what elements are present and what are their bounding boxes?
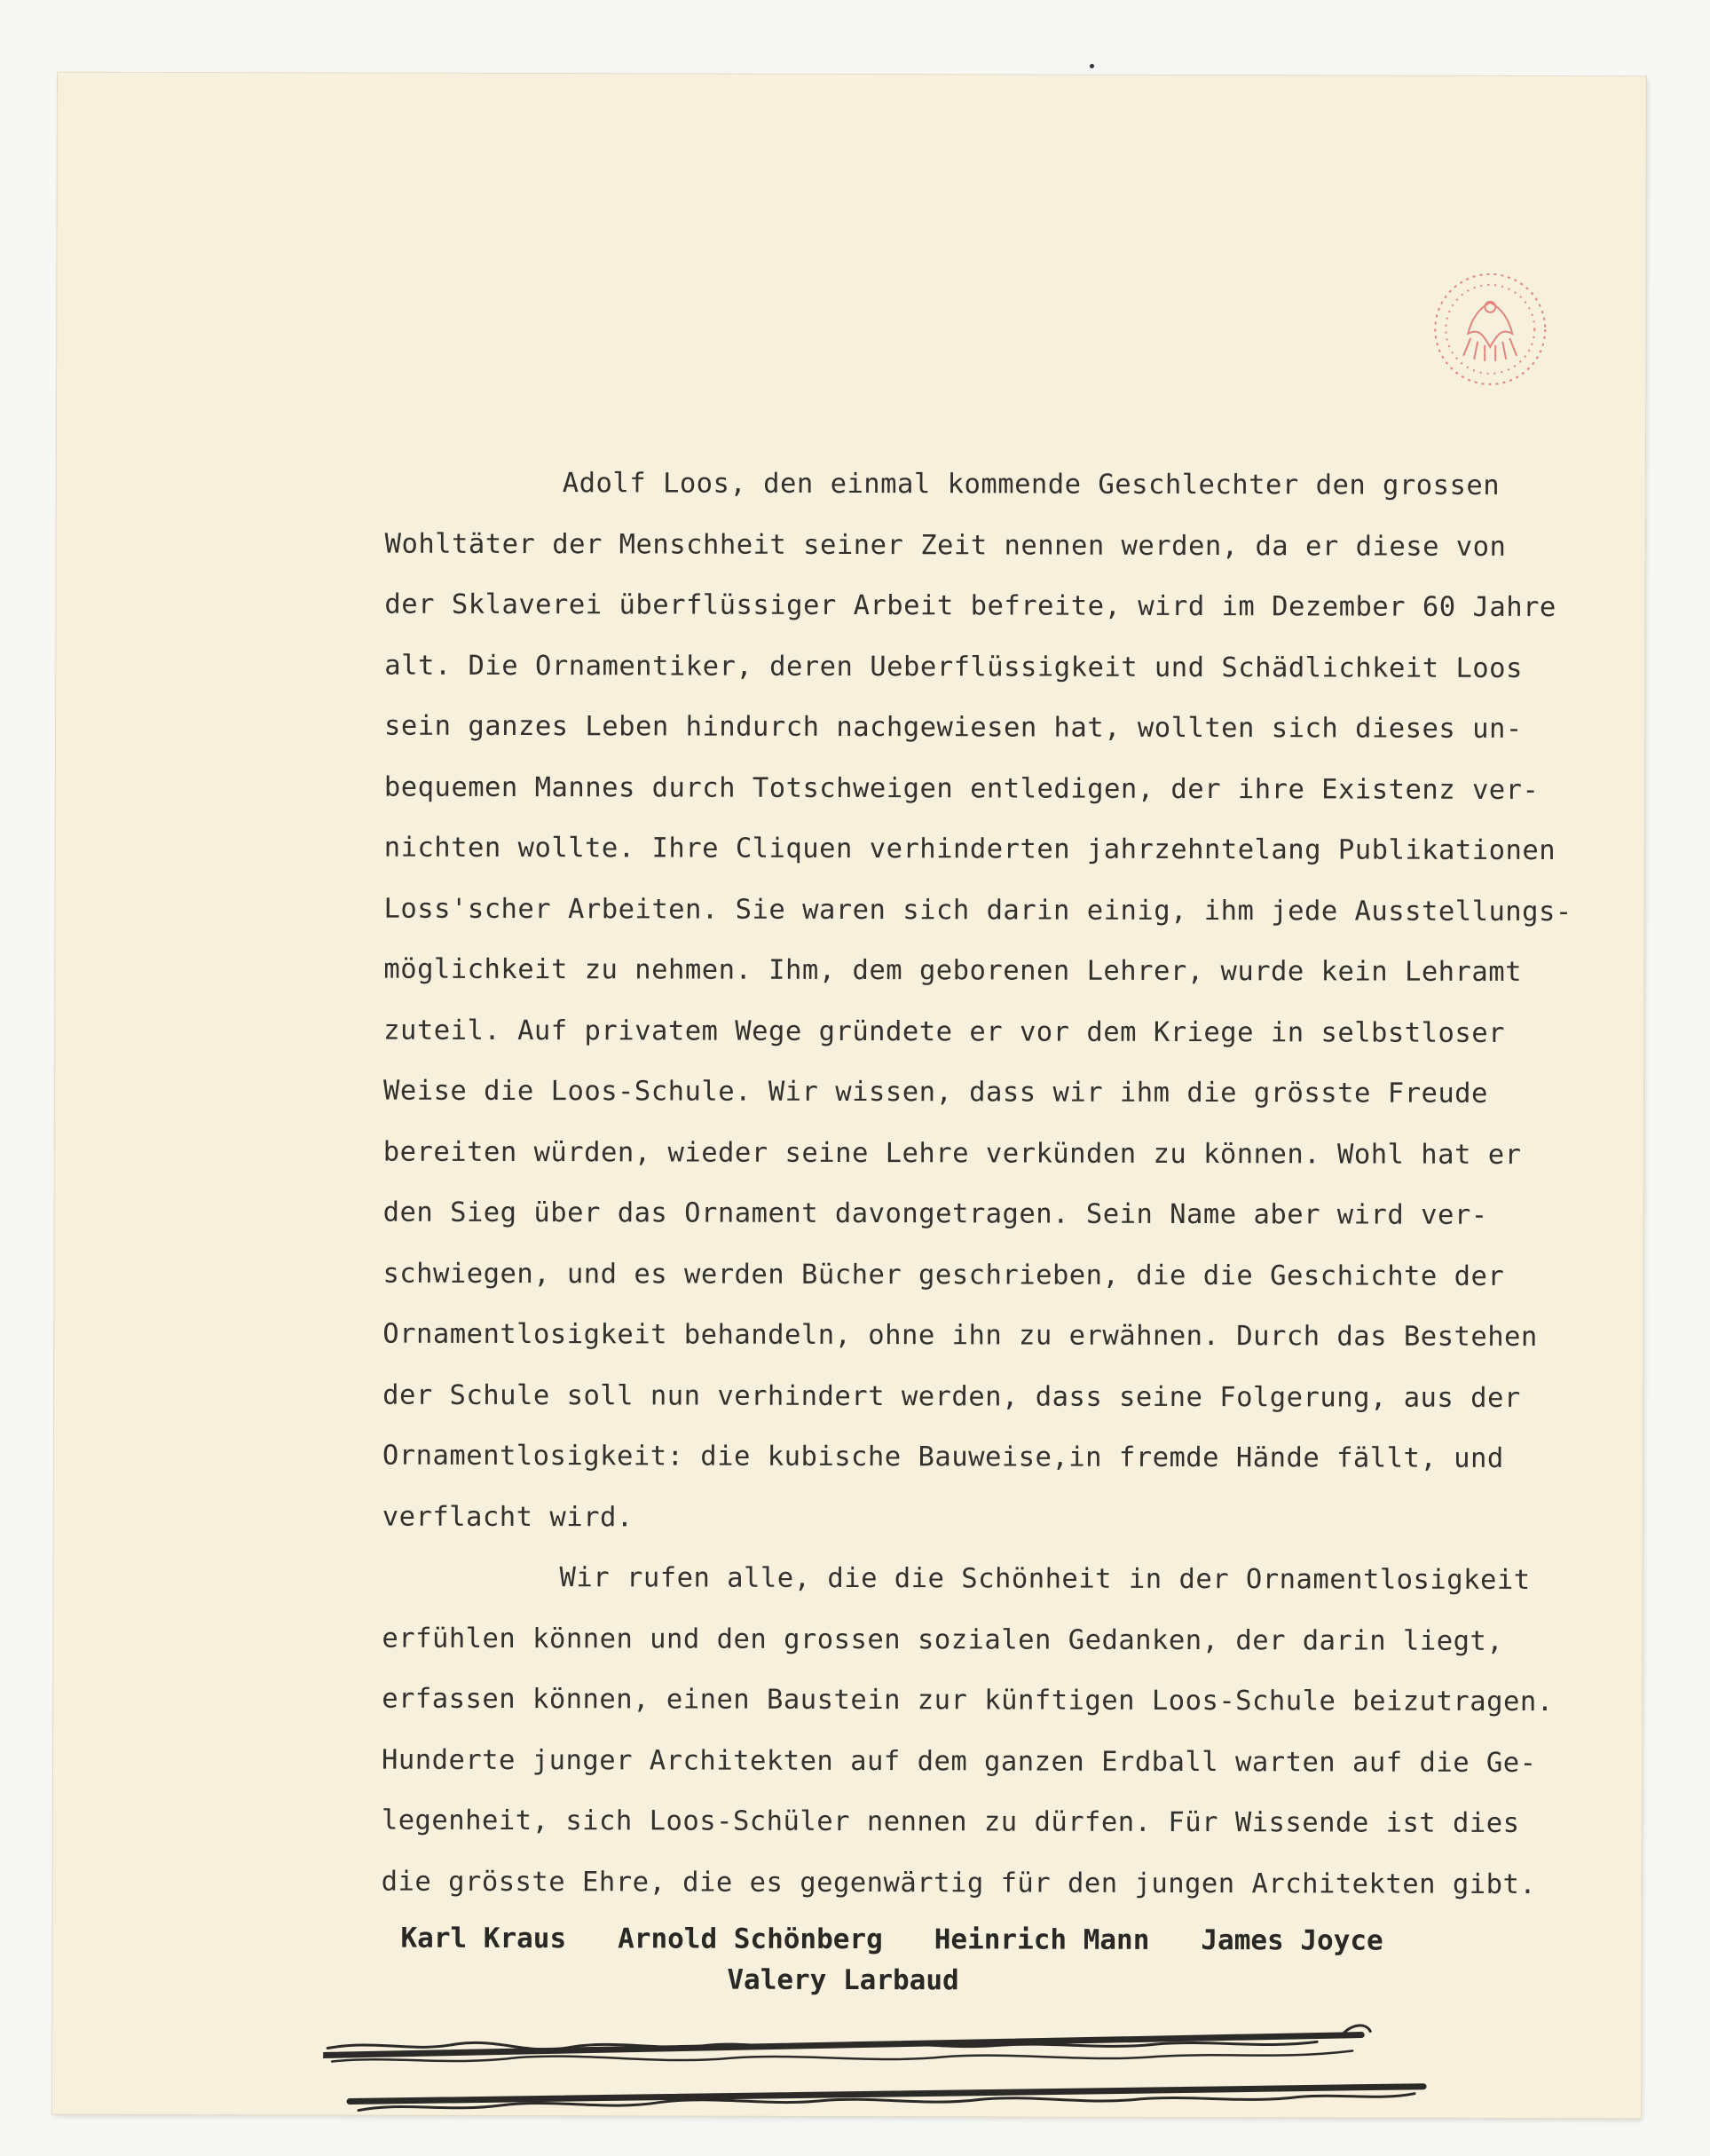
text-line: Ornamentlosigkeit behandeln, ohne ihn zu erwähnen. Durch das Bestehen [382,1318,1538,1354]
text-line: bereiten würden, wieder seine Lehre verkünden zu können. Wohl hat er [382,1136,1522,1171]
text-line: die grösste Ehre, die es gegenwärtig für den jungen Architekten gibt. [381,1866,1537,1900]
text-line: Ornamentlosigkeit: die kubische Bauweise,in fremde Hände fällt, und [382,1440,1504,1474]
signature-name: Valery Larbaud [727,1963,959,1997]
text-line: Hunderte junger Architekten auf dem ganzen Erdball warten auf die Ge- [381,1744,1537,1779]
text-line: alt. Die Ornamentiker, deren Ueberflüssigkeit und Schädlichkeit Loos [384,650,1523,684]
text-line: erfühlen können und den grossen sozialen Gedanken, der darin liegt, [382,1623,1504,1657]
text-line: Loss'scher Arbeiten. Sie waren sich darin einig, ihm jede Ausstellungs- [383,893,1572,928]
text-line: nichten wollte. Ihre Cliquen verhinderten jahrzehntelang Publikationen [383,832,1556,867]
text-line: schwiegen, und es werden Bücher geschrieben, die die Geschichte der [382,1258,1505,1292]
signature-block [400,1923,1554,1998]
text-line: möglichkeit zu nehmen. Ihm, dem geborenen Lehrer, wurde kein Lehramt [383,953,1523,988]
text-line: Adolf Loos, den einmal kommende Geschlechter den grossen [562,468,1501,501]
stray-dot [1090,64,1094,68]
signature-row [400,1923,1554,1957]
paper-sheet [52,73,1646,2119]
text-line: Wohltäter der Menschheit seiner Zeit nennen werden, da er diese von [384,528,1507,563]
text-line: verflacht wird. [382,1501,634,1533]
text-line: der Sklaverei überflüssiger Arbeit befreite, wird im Dezember 60 Jahre [384,588,1556,624]
signature-name: James Joyce [1201,1924,1383,1957]
text-line: zuteil. Auf privatem Wege gründete er vor dem Kriege in selbstloser [383,1015,1506,1049]
red-eagle-stamp-icon [1428,267,1552,391]
signature-name: Karl Kraus [400,1922,567,1955]
text-line: den Sieg über das Ornament davongetragen. Sein Name aber wird ver- [382,1196,1488,1231]
signature-name: Heinrich Mann [934,1923,1150,1956]
text-line: sein ganzes Leben hindurch nachgewiesen hat, wollten sich dieses un- [384,710,1523,745]
text-line: Wir rufen alle, die die Schönheit in der Ornamentlosigkeit [559,1562,1531,1597]
paragraph-2 [382,1548,1643,1916]
text-line: erfassen können, einen Baustein zur künftigen Loos-Schule beizutragen. [382,1683,1554,1718]
paragraph-1 [382,454,1645,1552]
typed-letter-body [382,454,1645,1916]
handwritten-crossed-out-note [323,2012,1636,2131]
text-line: der Schule soll nun verhindert werden, dass seine Folgerung, aus der [382,1379,1521,1414]
signature-name: Arnold Schönberg [618,1923,883,1956]
text-line: legenheit, sich Loos-Schüler nennen zu dürfen. Für Wissende ist dies [381,1805,1520,1839]
text-line: Weise die Loos-Schule. Wir wissen, dass wir ihm die grösste Freude [382,1075,1488,1110]
text-line: bequemen Mannes durch Totschweigen entledigen, der ihre Existenz ver- [383,771,1540,806]
